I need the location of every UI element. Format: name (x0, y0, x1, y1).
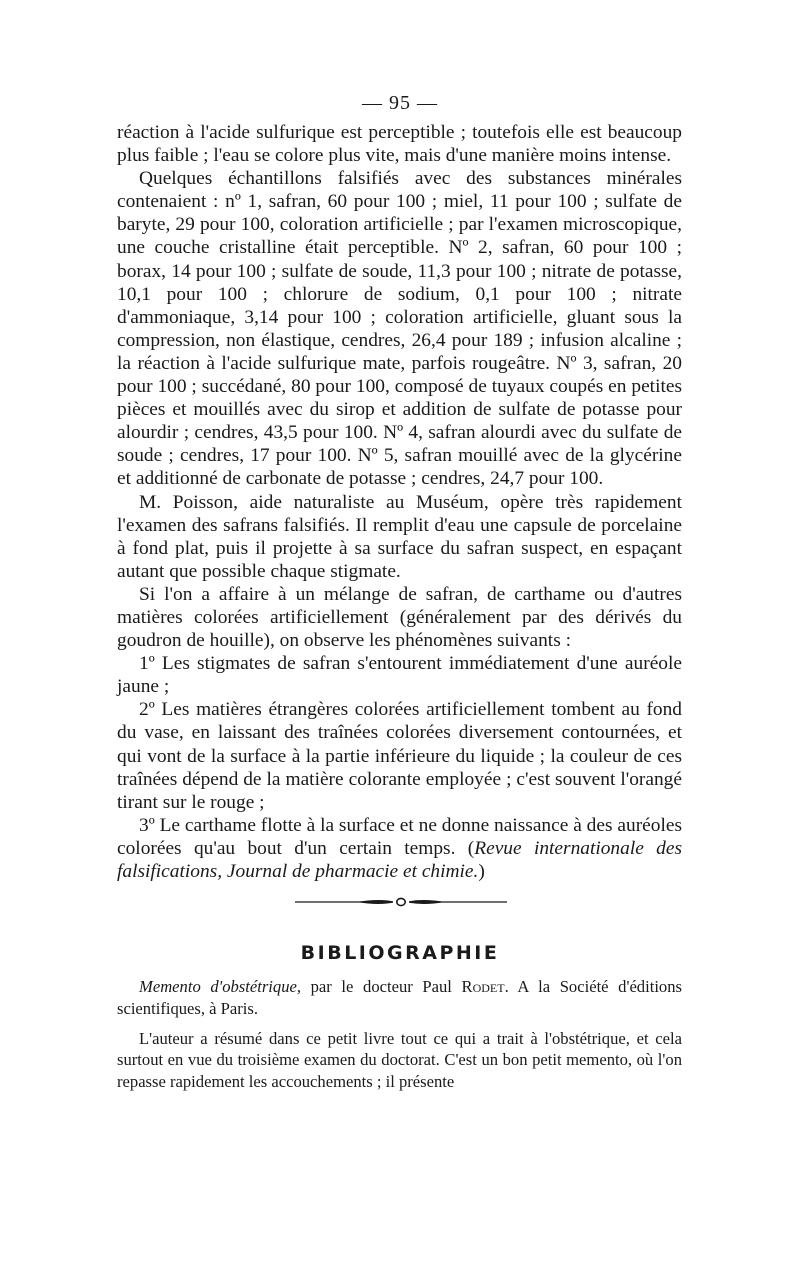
bibliography-section (117, 976, 682, 1093)
source-citation: Revue internationale des falsifications, Journal de pharmacie et chimie. (117, 837, 683, 882)
main-text (117, 121, 682, 883)
point-3-text: 3º Le carthame flotte à la surface et ne donne naissance à des auréoles colorées qu'au bout d'un certain temps. ( (117, 814, 682, 859)
author-name: Rodet (461, 977, 505, 996)
page-number: — 95 — (362, 92, 438, 114)
point-3-end: ) (478, 861, 485, 882)
bibliography-entry (117, 976, 682, 1020)
entry-by: par le docteur Paul (301, 977, 462, 996)
bibliography-heading: BIBLIOGRAPHIE (300, 942, 500, 964)
paragraph-mixture-intro: Si l'on a affaire à un mélange de safran, de carthame ou d'autres matières colorées artificiellement (généralement par des dérivés du goudron de houille), on observe les phénomènes suivants : (117, 583, 682, 652)
ornamental-rule-icon (295, 896, 507, 908)
paragraph-poisson-method: M. Poisson, aide naturaliste au Muséum, opère très rapidement l'examen des safrans falsifiés. Il remplit d'eau une capsule de porcelaine à fond plat, puis il projette à sa surface du safran suspect, en espaçant autant que possible chaque stigmate. (117, 491, 682, 582)
book-review: L'auteur a résumé dans ce petit livre tout ce qui a trait à l'obstétrique, et cela surtout en vue du troisième examen du doctorat. C'est un bon petit memento, où l'on repasse rapidement les accouchements ; il présente (117, 1028, 682, 1092)
paragraph-samples: Quelques échantillons falsifiés avec des substances minérales contenaient : nº 1, safran, 60 pour 100 ; miel, 11 pour 100 ; sulfate de baryte, 29 pour 100, coloration artificielle ; par l'examen microscopique, une couche cristalline était perceptible. Nº 2, safran, 60 pour 100 ; borax, 14 pour 100 ; sulfate de soude, 11,3 pour 100 ; nitrate de potasse, 10,1 pour 100 ; chlorure de sodium, 0,1 pour 100 ; nitrate d'ammoniaque, 3,14 pour 100 ; coloration artificielle, gluant sous la compression, non élastique, cendres, 26,4 pour 189 ; infusion alcaline ; la réaction à l'acide sulfurique mate, parfois rougeâtre. Nº 3, safran, 20 pour 100 ; succédané, 80 pour 100, composé de tuyaux coupés en petites pièces et mouillés avec du sirop et addition de sulfate de potasse pour alourdir ; cendres, 43,5 pour 100. Nº 4, safran alourdi avec du sulfate de soude ; cendres, 17 pour 100. Nº 5, safran mouillé avec de la glycérine et additionné de carbonate de potasse ; cendres, 24,7 pour 100. (117, 168, 682, 490)
paragraph-continuation: réaction à l'acide sulfurique est perceptible ; toutefois elle est beaucoup plus faible ; l'eau se colore plus vite, mais d'une manière moins intense. (117, 122, 682, 167)
entry-publisher: . A la Société d'éditions scientifiques, à Paris. (117, 977, 682, 1018)
paragraph-point-3 (117, 814, 682, 883)
book-title: Memento d'obstétrique, (139, 977, 302, 996)
paragraph-point-1: 1º Les stigmates de safran s'entourent immédiatement d'une auréole jaune ; (117, 653, 682, 698)
paragraph-point-2: 2º Les matières étrangères colorées artificiellement tombent au fond du vase, en laissant des traînées colorées diversement contournées, et qui vont de la surface à la partie inférieure du liquide ; la couleur de ces traînées dépend de la matière colorante employée ; c'est souvent l'orangé tirant sur le rouge ; (117, 699, 682, 813)
